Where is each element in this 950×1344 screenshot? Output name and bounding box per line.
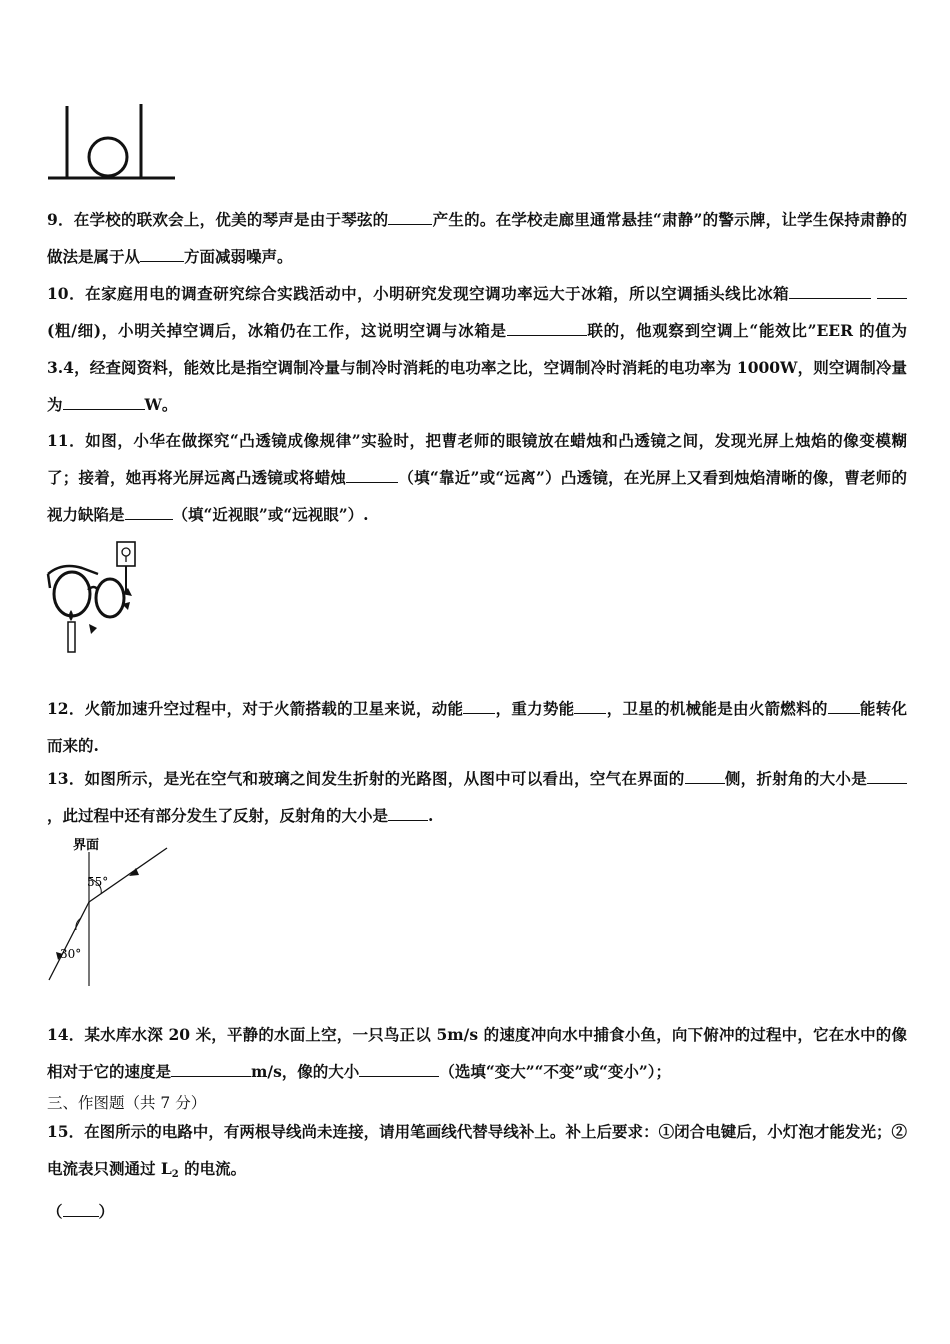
q10-text-4: W。 [144,395,178,414]
q14-text-1: 14．某水库水深 20 米，平静的水面上空，一只鸟正以 5m/s 的速度冲向水中捕食小鱼，向下俯冲的过程中，它在水中的像相对于它的速度是 [47,1025,907,1081]
question-9 [47,201,907,275]
q10-blank-1b[interactable] [877,280,907,299]
q9-text-1: 9．在学校的联欢会上，优美的琴声是由于琴弦的 [47,210,389,229]
angle-55-label: 55° [87,875,109,889]
q10-blank-2[interactable] [507,317,587,336]
ball-between-walls-figure [45,100,180,182]
section-3-title: 三、作图题（共 7 分） [47,1094,207,1112]
q12-blank-1[interactable] [463,695,495,714]
q15-subscript: 2 [171,1169,179,1180]
q13-blank-2[interactable] [867,765,907,784]
q9-blank-1[interactable] [388,206,432,225]
question-13 [47,760,907,834]
q13-text-2: 侧，折射角的大小是 [724,769,867,788]
question-14 [47,1016,907,1090]
glasses-candle-figure [42,538,147,660]
q12-text-4: 能转化而来的. [47,699,907,755]
question-10 [47,275,907,423]
q14-blank-1[interactable] [171,1058,251,1077]
q13-blank-3[interactable] [388,802,428,821]
interface-label: 界面 [73,838,100,853]
question-15 [47,1113,907,1230]
question-12 [47,690,907,764]
q14-text-3: （选填“变大”“不变”或“变小”）； [439,1062,672,1081]
q12-blank-3[interactable] [828,695,860,714]
refraction-diagram [45,832,175,990]
q10-blank-1a[interactable] [789,280,871,299]
q15-text-2: 的电流。 [178,1159,247,1178]
q9-text-3: 方面减弱噪声。 [184,247,293,266]
q13-text-3: ，此过程中还有部分发生了反射，反射角的大小是 [47,806,389,825]
q11-text-2: （填“靠近”或“远离”）凸透镜，在光屏上又看到烛焰清晰的像，曹老师的视力缺陷是 [47,468,907,524]
q15-answer-close: ） [98,1202,115,1221]
q11-text-3: （填“近视眼”或“远视眼”）. [172,505,369,524]
q13-blank-1[interactable] [685,765,725,784]
q13-text-1: 13．如图所示，是光在空气和玻璃之间发生折射的光路图，从图中可以看出，空气在界面的 [47,769,685,788]
q9-blank-2[interactable] [140,243,184,262]
q12-text-1: 12．火箭加速升空过程中，对于火箭搭载的卫星来说，动能 [47,699,464,718]
question-11 [47,422,907,533]
q9-text-2: 产生的。在学校走廊里通常悬挂“肃静”的警示牌，让学生保持肃静的做法是属于从 [47,210,907,266]
q12-text-2: ，重力势能 [495,699,575,718]
q10-text-3: 联的，他观察到空调上“能效比”EER 的值为 3.4，经查阅资料，能效比是指空调制冷量与制冷时消耗的电功率之比，空调制冷时消耗的电功率为 1000W，则空调制冷量为 [47,321,907,414]
q14-text-2: m/s，像的大小 [251,1062,360,1081]
q14-blank-2[interactable] [359,1058,439,1077]
q12-text-3: ，卫星的机械能是由火箭燃料的 [606,699,828,718]
q15-answer-open: （ [47,1202,63,1221]
q12-blank-2[interactable] [574,695,606,714]
q11-text-1: 11．如图，小华在做探究“凸透镜成像规律”实验时，把曹老师的眼镜放在蜡烛和凸透镜之间，发现光屏上烛焰的像变模糊了；接着，她再将光屏远离凸透镜或将蜡烛 [47,431,907,487]
q15-answer-blank[interactable] [63,1198,99,1217]
q13-text-4: . [428,806,434,825]
q15-text-1: 15．在图所示的电路中，有两根导线尚未连接，请用笔画线代替导线补上。补上后要求：①闭合电键后，小灯泡才能发光；②电流表只测通过 L [47,1122,907,1178]
q10-blank-3[interactable] [63,391,145,410]
q10-text-2: (粗/细)，小明关掉空调后，冰箱仍在工作，这说明空调与冰箱是 [47,321,507,340]
q11-blank-1[interactable] [346,464,398,483]
q11-blank-2[interactable] [125,501,173,520]
q10-text-1: 10．在家庭用电的调查研究综合实践活动中，小明研究发现空调功率远大于冰箱，所以空调插头线比冰箱 [47,284,790,303]
angle-30-label: 30° [60,947,82,961]
